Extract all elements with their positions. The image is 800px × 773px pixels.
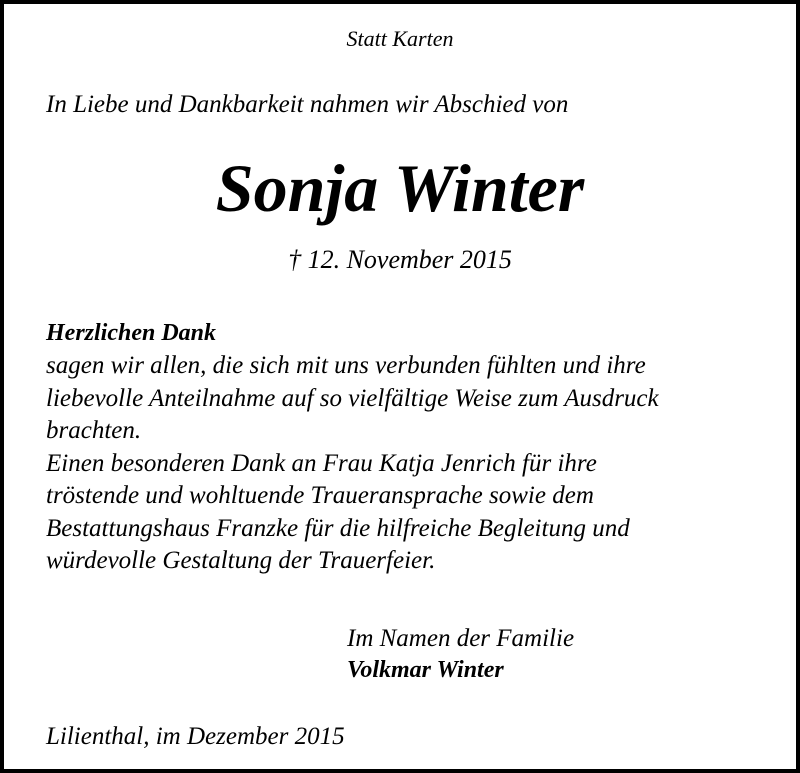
thanks-heading: Herzlichen Dank: [46, 320, 217, 346]
notice-header: Statt Karten: [346, 26, 454, 51]
deceased-name: Sonja Winter: [215, 150, 585, 226]
death-date: † 12. November 2015: [288, 245, 512, 274]
body-line: Bestattungshaus Franzke für die hilfreiche Begleitung und: [46, 514, 630, 542]
body-line: würdevolle Gestaltung der Trauerfeier.: [46, 547, 436, 574]
body-line: Einen besonderen Dank an Frau Katja Jenrich für ihre: [46, 449, 597, 477]
signer-name: Volkmar Winter: [347, 657, 504, 683]
body-line: tröstende und wohltuende Traueransprache sowie dem: [46, 482, 594, 509]
family-line: Im Namen der Familie: [347, 625, 575, 652]
body-line: liebevolle Anteilnahme auf so vielfältige Weise zum Ausdruck: [46, 384, 659, 412]
intro-text: In Liebe und Dankbarkeit nahmen wir Abschied von: [46, 91, 569, 118]
place-date: Lilienthal, im Dezember 2015: [46, 723, 345, 750]
body-line: sagen wir allen, die sich mit uns verbunden fühlten und ihre: [46, 352, 646, 379]
thanks-body: [46, 351, 659, 579]
body-line: brachten.: [46, 417, 142, 444]
